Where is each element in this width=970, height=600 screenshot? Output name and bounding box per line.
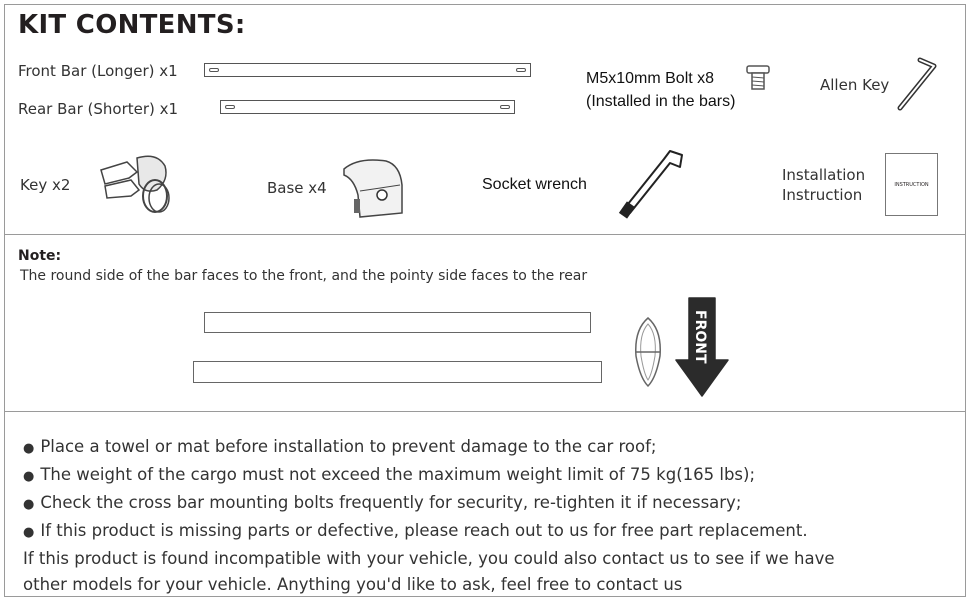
base-label: Base x4 — [267, 179, 327, 197]
instruction-booklet: INSTRUCTION — [885, 153, 938, 216]
page-title: KIT CONTENTS: — [18, 10, 246, 40]
rear-bar-diagram — [193, 361, 602, 383]
list-item: ● The weight of the cargo must not exceed the maximum weight limit of 75 kg(165 lbs); — [23, 465, 756, 484]
base-icon — [338, 155, 408, 221]
key-icon — [97, 150, 179, 218]
front-bar-diagram — [204, 312, 591, 333]
bolt-sublabel: (Installed in the bars) — [586, 93, 736, 110]
note-heading: Note: — [18, 248, 62, 264]
bolt-label: M5x10mm Bolt x8 — [586, 70, 715, 87]
note-text: The round side of the bar faces to the front, and the pointy side faces to the rear — [20, 268, 588, 284]
front-arrow-label: FRONT — [692, 310, 708, 364]
bolt-icon — [745, 64, 771, 92]
front-arrow-icon — [674, 296, 730, 398]
installation-label-line2: Instruction — [782, 186, 863, 204]
section-divider-top — [4, 234, 966, 235]
installation-label-line1: Installation — [782, 166, 866, 184]
section-divider-bottom — [4, 411, 966, 412]
bar-profile-icon — [632, 316, 664, 388]
front-bar-illustration — [204, 63, 531, 77]
front-bar-label: Front Bar (Longer) x1 — [18, 62, 178, 80]
list-item: ● Place a towel or mat before installation to prevent damage to the car roof; — [23, 437, 657, 456]
rear-bar-illustration — [220, 100, 515, 114]
instructions-list — [23, 434, 835, 598]
allen-key-icon — [892, 56, 942, 112]
key-label: Key x2 — [20, 176, 71, 194]
allen-key-label: Allen Key — [820, 76, 890, 94]
closing-text-line2: other models for your vehicle. Anything you'd like to ask, feel free to contact us — [23, 575, 683, 594]
closing-text-line1: If this product is found incompatible with your vehicle, you could also contact us to see if we have — [23, 549, 835, 568]
socket-wrench-label: Socket wrench — [482, 176, 587, 193]
list-item: ● Check the cross bar mounting bolts frequently for security, re-tighten it if necessary; — [23, 493, 742, 512]
rear-bar-label: Rear Bar (Shorter) x1 — [18, 100, 179, 118]
socket-wrench-icon — [618, 145, 692, 223]
list-item: ● If this product is missing parts or defective, please reach out to us for free part replacement. — [23, 521, 808, 540]
